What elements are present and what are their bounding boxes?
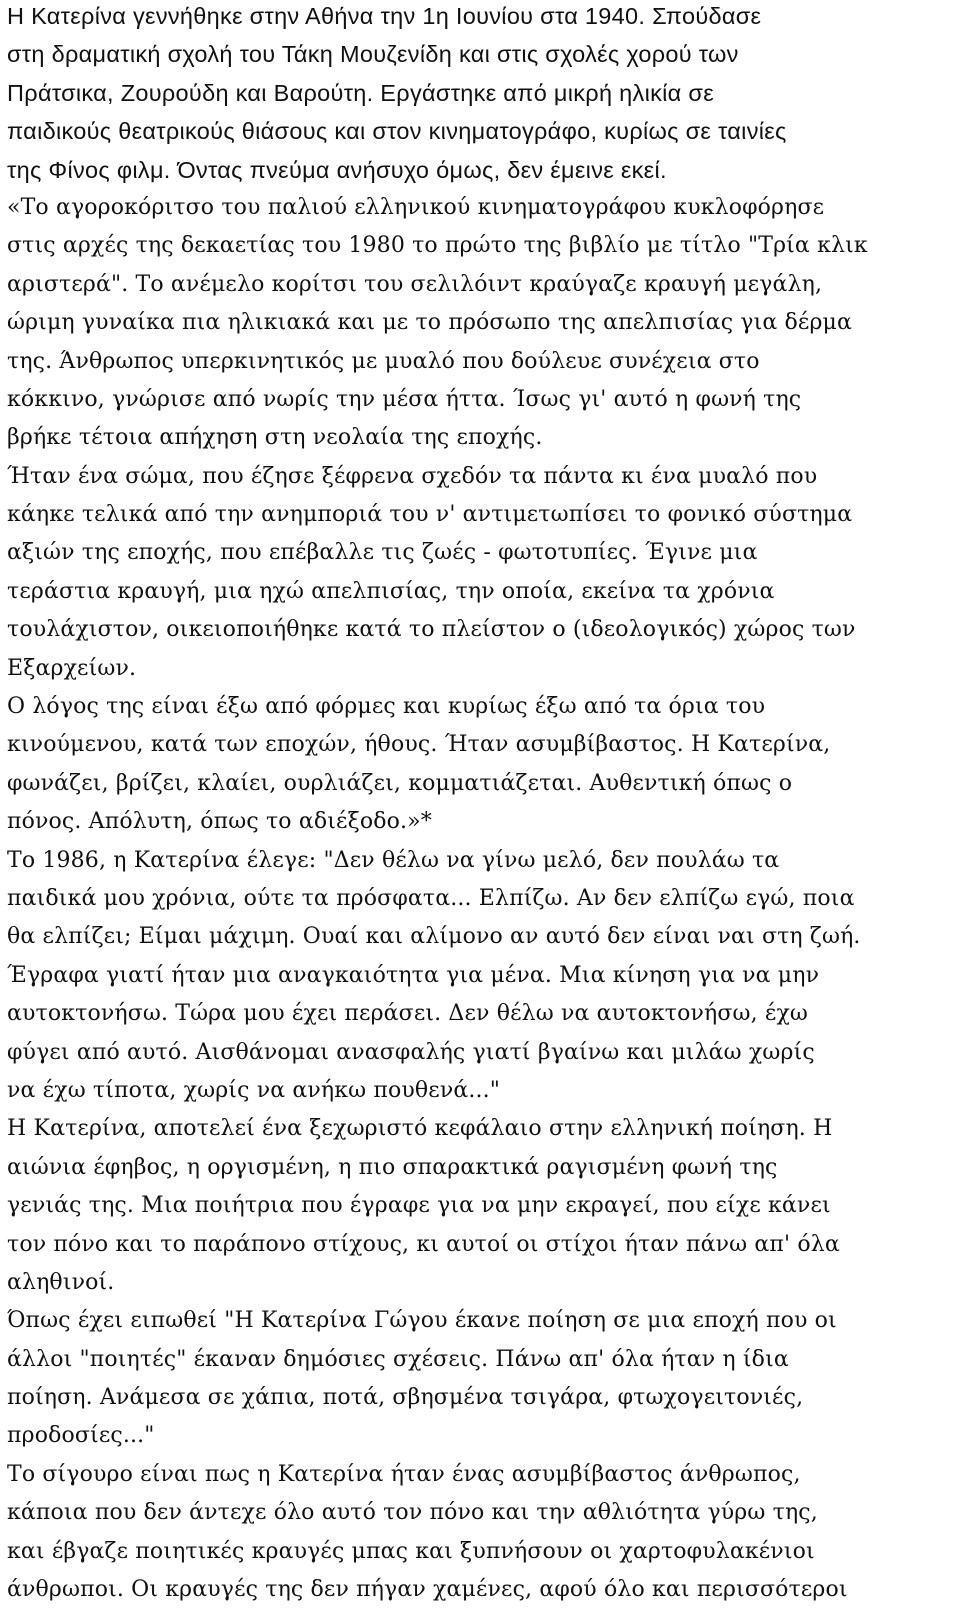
text-line: άλλοι "ποιητές" έκαναν δημόσιες σχέσεις. Πάνω απ' όλα ήταν η ίδια <box>7 1346 789 1372</box>
text-line: Πράτσικα, Ζουρούδη και Βαρούτη. Εργάστηκε από μικρή ηλικία σε <box>7 79 714 106</box>
text-line: Ο λόγος της είναι έξω από φόρμες και κυρίως έξω από τα όρια του <box>7 694 766 720</box>
text-line: αριστερά". Το ανέμελο κορίτσι του σελιλόιντ κραύγαζε κραυγή μεγάλη, <box>7 271 823 297</box>
text-line: να έχω τίποτα, χωρίς να ανήκω πουθενά..." <box>7 1077 501 1103</box>
text-line: παιδικούς θεατρικούς θιάσους και στον κινηματογράφο, κυρίως σε ταινίες <box>7 118 787 145</box>
text-line: αυτοκτονήσω. Τώρα μου έχει περάσει. Δεν θέλω να αυτοκτονήσω, έχω <box>7 1001 809 1027</box>
text-line: κόκκινο, γνώρισε από νωρίς την μέσα ήττα. Ίσως γι' αυτό η φωνή της <box>7 386 802 412</box>
text-line: Το 1986, η Κατερίνα έλεγε: "Δεν θέλω να γίνω μελό, δεν πουλάω τα <box>7 847 780 873</box>
text-line: στις αρχές της δεκαετίας του 1980 το πρώτο της βιβλίο με τίτλο "Τρία κλικ <box>7 233 868 259</box>
text-line: της. Άνθρωπος υπερκινητικός με μυαλό που δούλευε συνέχεια στο <box>7 348 760 374</box>
text-line: γενιάς της. Μια ποιήτρια που έγραφε για να μην εκραγεί, που είχε κάνει <box>7 1193 831 1219</box>
text-line: Η Κατερίνα γεννήθηκε στην Αθήνα την 1η Ιουνίου στα 1940. Σπούδασε <box>7 3 762 29</box>
text-line: Εξαρχείων. <box>7 655 137 681</box>
text-line: Η Κατερίνα, αποτελεί ένα ξεχωριστό κεφάλαιο στην ελληνική ποίηση. Η <box>7 1116 833 1142</box>
text-line: κάποια που δεν άντεχε όλο αυτό τον πόνο και την αθλιότητα γύρω της, <box>7 1500 818 1526</box>
text-line: βρήκε τέτοια απήχηση στη νεολαία της εποχής. <box>7 425 543 451</box>
text-line: κινούμενου, κατά των εποχών, ήθους. Ήταν ασυμβίβαστος. Η Κατερίνα, <box>7 732 831 758</box>
text-line: στη δραματική σχολή του Τάκη Μουζενίδη και στις σχολές χορού των <box>7 41 739 68</box>
text-line: Όπως έχει ειπωθεί "Η Κατερίνα Γώγου έκανε ποίηση σε μια εποχή που οι <box>7 1308 837 1334</box>
text-line: ώριμη γυναίκα πια ηλικιακά και με το πρόσωπο της απελπισίας για δέρμα <box>7 310 853 336</box>
text-line: τουλάχιστον, οικειοποιήθηκε κατά το πλείστον ο (ιδεολογικός) χώρος των <box>7 617 856 643</box>
text-line: Ήταν ένα σώμα, που έζησε ξέφρενα σχεδόν τα πάντα κι ένα μυαλό που <box>7 463 818 489</box>
text-line: φωνάζει, βρίζει, κλαίει, ουρλιάζει, κομματιάζεται. Αυθεντική όπως ο <box>7 770 793 796</box>
text-line: και έβγαζε ποιητικές κραυγές μπας και ξυπνήσουν οι χαρτοφυλακένιοι <box>7 1538 815 1564</box>
text-line: Το σίγουρο είναι πως η Κατερίνα ήταν ένας ασυμβίβαστος άνθρωπος, <box>7 1461 801 1487</box>
text-line: αιώνια έφηβος, η οργισμένη, η πιο σπαρακτικά ραγισμένη φωνή της <box>7 1154 778 1180</box>
text-line: προδοσίες..." <box>7 1423 155 1449</box>
text-line: τον πόνο και το παράπονο στίχους, κι αυτοί οι στίχοι ήταν πάνω απ' όλα <box>7 1231 840 1257</box>
text-line: πόνος. Απόλυτη, όπως το αδιέξοδο.»* <box>7 809 432 835</box>
text-line: ποίηση. Ανάμεσα σε χάπια, ποτά, σβησμένα τσιγάρα, φτωχογειτονιές, <box>7 1385 804 1411</box>
text-line: παιδικά μου χρόνια, ούτε τα πρόσφατα... Ελπίζω. Αν δεν ελπίζω εγώ, ποια <box>7 885 855 911</box>
text-line: τεράστια κραυγή, μια ηχώ απελπισίας, την οποία, εκείνα τα χρόνια <box>7 578 775 604</box>
text-line: Έγραφα γιατί ήταν μια αναγκαιότητα για μένα. Μια κίνηση για να μην <box>7 962 820 988</box>
text-line: θα ελπίζει; Είμαι μάχιμη. Ουαί και αλίμονο αν αυτό δεν είναι ναι στη ζωή. <box>7 924 861 950</box>
text-line: φύγει από αυτό. Αισθάνομαι ανασφαλής γιατί βγαίνω και μιλάω χωρίς <box>7 1039 815 1065</box>
text-line: αξιών της εποχής, που επέβαλλε τις ζωές - φωτοτυπίες. Έγινε μια <box>7 540 758 566</box>
text-line: «Το αγοροκόριτσο του παλιού ελληνικού κινηματογράφου κυκλοφόρησε <box>7 194 825 220</box>
text-line: κάηκε τελικά από την ανημποριά του ν' αντιμετωπίσει το φονικό σύστημα <box>7 502 853 528</box>
text-line: αληθινοί. <box>7 1269 115 1295</box>
document-body <box>7 0 960 1609</box>
text-line: άνθρωποι. Οι κραυγές της δεν πήγαν χαμένες, αφού όλο και περισσότεροι <box>7 1577 848 1603</box>
text-line: της Φίνος φιλμ. Όντας πνεύμα ανήσυχο όμως, δεν έμεινε εκεί. <box>7 156 667 183</box>
